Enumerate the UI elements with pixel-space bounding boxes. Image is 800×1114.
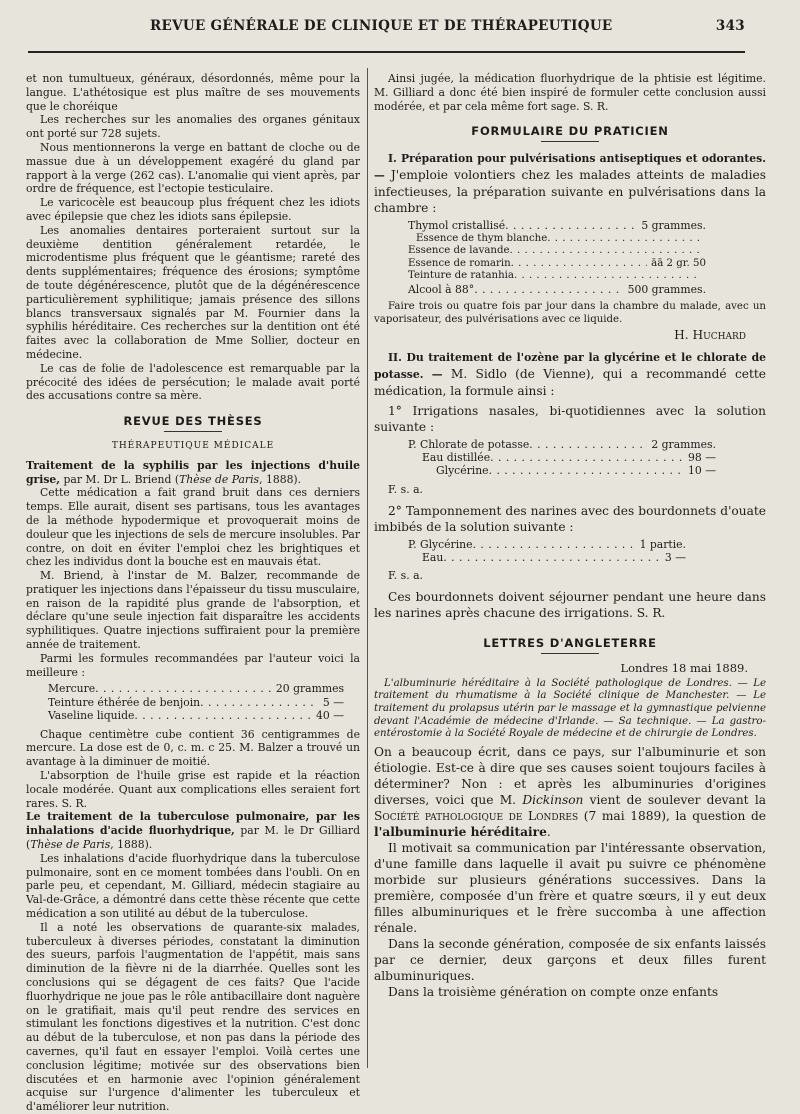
signature: H. Huchard [674,327,746,342]
paragraph: Nous mentionnerons la verge en battant de cloche ou de massue due à un développement exagéré du gland par rapport à la verge (262 cas). L'anomalie qui vient après, par ordre de fréquence, est l'ectopie testiculaire. [26,140,360,196]
formula-row: Teinture de ratanhia . . . [408,270,706,283]
paragraph: Faire trois ou quatre fois par jour dans la chambre du malade, avec un vaporisateur, des pulvérisations avec ce liquide. [374,301,766,325]
thesis-title: Traitement de la syphilis par les injections d'huile grise, [26,458,360,486]
thesis-title: Le traitement de la tuberculose pulmonaire, par les inhalations d'acide fluorhydrique, [26,810,360,838]
paragraph: 2° Tamponnement des narines avec des bourdonnets d'ouate imbibés de la solution suivante : [374,503,766,534]
formula-row: Essence de thym blanche . . . [408,233,706,246]
heading-rule [541,653,599,654]
header-rule [28,51,745,53]
paragraph: Ainsi jugée, la médication fluorhydrique de la phtisie est légitime. M. Gilliard a donc été bien inspiré de formuler cette conclusion aussi modérée, et par cela même fort sage. S. R. [374,72,766,113]
formula-row: Mercure . . . 20 grammes [48,682,344,695]
paragraph: Dans la seconde génération, composée de six enfants laissés par ce dernier, deux garçons et deux filles furent albuminuriques. [374,936,766,983]
formula-row: Thymol cristallisé . . . 5 grammes. [408,219,706,232]
journal-title: REVUE GÉNÉRALE DE CLINIQUE ET DE THÉRAPEUTIQUE [150,18,613,34]
thesis-heading [26,459,360,487]
formula [374,438,766,478]
dateline: Londres 18 mai 1889. [620,660,748,675]
paragraph: Ces bourdonnets doivent séjourner pendant une heure dans les narines après chacune des irrigations. S. R. [374,590,766,621]
formula [26,682,360,722]
heading-rule [541,141,599,142]
running-header [40,16,745,38]
paragraph: Cette médication a fait grand bruit dans ces derniers temps. Elle aurait, disent ses partisans, tous les avantages de la méthode hypodermique et provoquerait moins de douleur que les injections de sels de mercure insolubles. Par contre, on doit en éviter l'emploi chez les brightiques et chez les individus dont la bouche est en mauvais état. [26,486,360,569]
thesis-year: , 1888). [110,838,153,852]
formula-row: Vaseline liquide . . . 40 — [48,709,344,722]
paragraph: Les recherches sur les anomalies des organes génitaux ont porté sur 728 sujets. [26,113,360,141]
thesis-ref: Thèse de Paris [30,838,111,852]
paragraph: Il motivait sa communication par l'intéressante observation, d'une famille dans laquelle il avait pu suivre ce phénomène morbide sur plusieurs générations successives. Dans la première, composée d'un frère et quatre sœurs, il y eut deux filles albuminuriques et le frère succomba à une affection rénale. [374,840,766,935]
formula-row: Essence de lavande . . . [408,245,706,258]
signature: S. R. [61,796,87,810]
paragraph: et non tumultueux, généraux, désordonnés, même pour la langue. L'athétosique est plus maître de ses mouvements que le choréique [26,72,360,113]
formula-row: Essence de romarin . . . āā 2 gr. 50 [408,258,706,271]
section-heading: REVUE DES THÈSES [123,414,263,429]
formula [374,538,766,565]
paragraph: Il a noté les observations de quarante-six malades, tuberculeux à diverses périodes, constatant la diminution des sueurs, parfois l'augmentation de l'appétit, mais sans diminution de la fièvre ni de la diarrhée. Quelles sont les conclusions qui se dégagent de ces faits? Que l'acide fluorhydrique ne joue pas le rôle antibacillaire dont naguère on le gratifiait, mais qu'il peut rendre des services en stimulant les fonctions digestives et la nutrition. C'est donc au début de la tuberculose, et non pas dans la période des cavernes, qu'il faut en essayer l'emploi. Voilà certes une conclusion légitime; motivée sur des observations bien discutées et en harmonie avec l'opinion généralement acquise sur l'urgence d'alimenter les tuberculeux et d'améliorer leur nutrition. [26,920,360,1114]
left-column [26,72,360,1114]
letter-summary: L'albuminurie héréditaire à la Société pathologique de Londres. — Le traitement du rhumatisme à la Société clinique de Manchester. — Le traitement du prolapsus utérin par le massage et la gymnastique pelvienne devant l'Académie de médecine d'Irlande. — Sa technique. — La gastro-entérostomie à la Société Royale de médecine et de chirurgie de Londres. [374,677,766,740]
page-number: 343 [715,18,745,34]
paragraph: Les inhalations d'acide fluorhydrique dans la tuberculose pulmonaire, sont en ce moment tombées dans l'oubli. On en parle peu, et cependant, M. Gilliard, médecin stagiaire au Val-de-Grâce, a démontré dans cette thèse récente que cette médication a son utilité au début de la tuberculose. [26,851,360,921]
formula-row: P. Chlorate de potasse . . . 2 grammes. [408,438,716,451]
thesis-heading [26,810,360,851]
thesis-ref: Thèse de Paris [179,472,260,486]
section-heading: FORMULAIRE DU PRATICIEN [471,124,669,139]
column-divider [367,68,368,1068]
paragraph: L'absorption de l'huile grise est rapide et la réaction locale modérée. Quant aux complications elles seraient fort rares. S. R. [26,769,360,810]
paragraph: 1° Irrigations nasales, bi-quotidiennes avec la solution suivante : [374,403,766,434]
formula-row: Teinture éthérée de benjoin . . . 5 — [48,696,344,709]
formula-heading: I. Préparation pour pulvérisations antiseptiques et odorantes. — J'emploie volontiers chez les malades atteints de maladies infectieuses, la préparation suivante en pulvérisations dans la chambre : [374,152,766,216]
thesis-year: , 1888). [259,472,302,486]
formula-note: F. s. a. [388,482,423,496]
paragraph: Dans la troisième génération on compte onze enfants [388,984,719,999]
formula [374,219,766,296]
paragraph: On a beaucoup écrit, dans ce pays, sur l'albuminurie et son étiologie. Est-ce à dire que ses causes soient toujours faciles à déterminer? Non : et après les albuminuries d'origines diverses, voici que M. Dickinson vient de soulever devant la Société pathologique de Londres (7 mai 1889), la question de l'albuminurie héréditaire. [374,744,766,839]
formula-note: F. s. a. [388,569,423,583]
signature: S. R. [636,606,666,621]
paragraph: Le varicocèle est beaucoup plus fréquent chez les idiots avec épilepsie que chez les idiots sans épilepsie. [26,196,360,223]
paragraph: Chaque centimètre cube contient 36 centigrammes de mercure. La dose est de 0, c. m. c 25. M. Balzer a trouvé un avantage à la diminuer de moitié. [26,727,360,769]
formula-row: P. Glycérine . . . 1 partie. [408,538,686,551]
section-subheading: THÉRAPEUTIQUE MÉDICALE [111,440,275,451]
formula-row: Glycérine . . . 10 — [408,464,716,477]
formula-row: Eau . . . 3 — [408,551,686,564]
thesis-author: par M. le Dr Gilliard ( [26,824,361,852]
paragraph: Parmi les formules recommandées par l'auteur voici la meilleure : [26,651,360,679]
formula-title: II. Du traitement de l'ozène par la glycérine et le chlorate de potasse. — [374,350,766,381]
thesis-author: par M. Dr L. Briend ( [60,472,180,486]
right-column [374,72,766,1000]
section-heading: LETTRES D'ANGLETERRE [483,636,657,651]
heading-rule [164,431,222,432]
formula-heading: II. Du traitement de l'ozène par la glycérine et le chlorate de potasse. — M. Sidlo (de Vienne), qui a recommandé cette médication, la formule ainsi : [374,350,767,398]
formula-title: I. Préparation pour pulvérisations antiseptiques et odorantes. — [374,152,766,183]
signature: S. R. [582,99,609,113]
paragraph: Le cas de folie de l'adolescence est remarquable par la précocité des idées de persécution; le malade avait porté des accusations contre sa mère. [26,361,360,403]
paragraph: Les anomalies dentaires porteraient surtout sur la deuxième dentition généralement retardée, le microdentisme plus fréquent que le géantisme; rareté des dents supplémentaires; fréquence des érosions; symptôme de toute dégénérescence, plutôt que de la dégénérescence particulièrement syphilitique; jamais présence des sillons blancs transversaux signalés par M. Fournier dans la syphilis héréditaire. Ces recherches sur la dentition ont été faites avec la collaboration de Mme Sollier, docteur en médecine. [26,223,360,361]
formula-row: Eau distillée . . . 98 — [408,451,716,464]
formula-row: Alcool à 88° . . . 500 grammes. [408,283,706,296]
paragraph: M. Briend, à l'instar de M. Balzer, recommande de pratiquer les injections dans l'épaisseur du tissu musculaire, en raison de la rapidité plus grande de l'absorption, et déclare qu'une seule injection fait disparaître les accidents syphilitiques. Quatre injections suffiraient pour la première année de traitement. [26,569,360,652]
